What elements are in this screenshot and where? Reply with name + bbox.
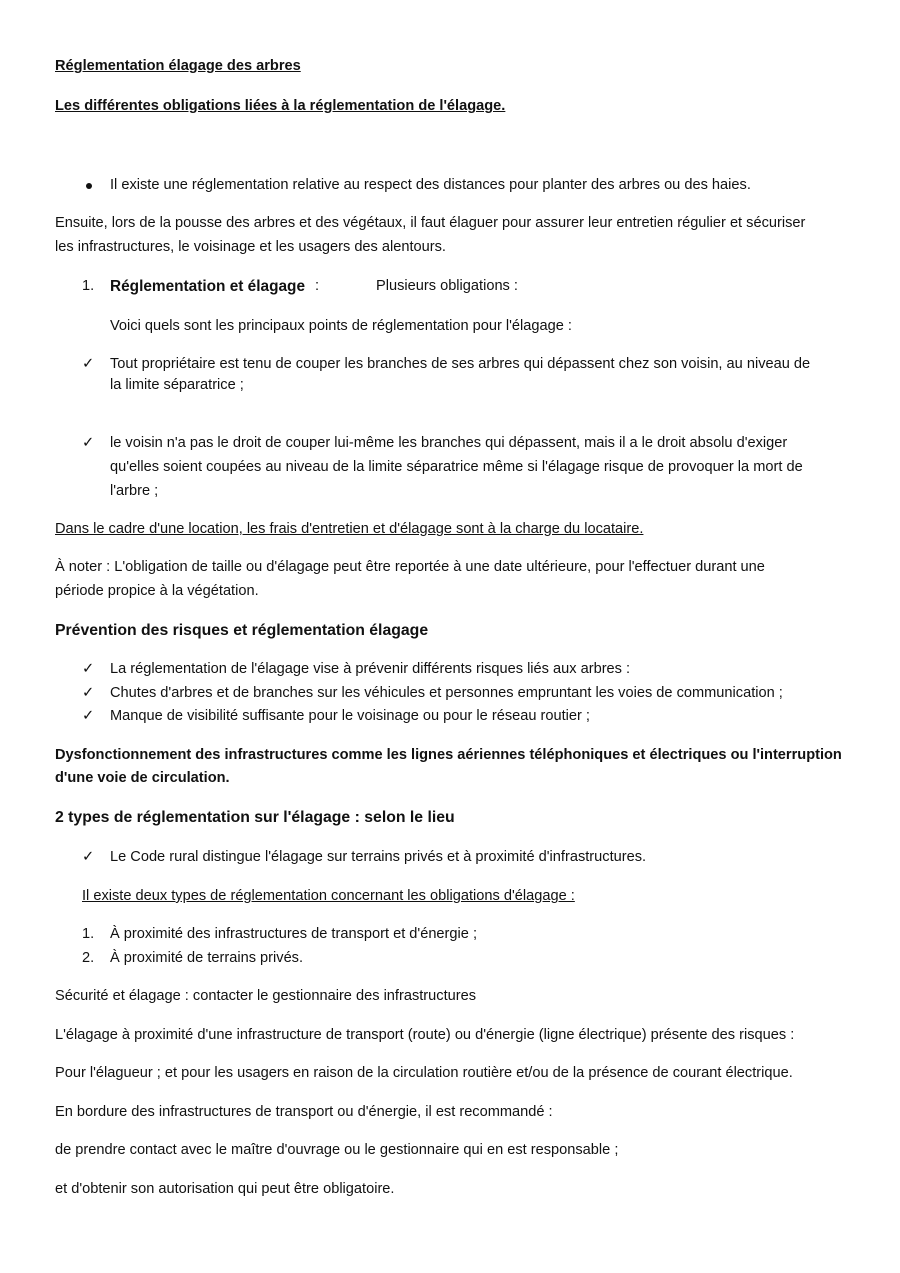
closing-paragraph: L'élagage à proximité d'une infrastructure de transport (route) ou d'énergie (ligne électrique) présente des risques :: [55, 1027, 795, 1043]
prevention-item: Chutes d'arbres et de branches sur les véhicules et personnes empruntant les voies de communication ;: [110, 685, 783, 701]
section1-lead: Voici quels sont les principaux points de réglementation pour l'élagage :: [110, 318, 572, 334]
types-list-number: 1.: [82, 926, 95, 942]
intro-bullet-text: Il existe une réglementation relative au respect des distances pour planter des arbres ou des haies.: [110, 177, 751, 193]
dysfunction-line1: Dysfonctionnement des infrastructures comme les lignes aériennes téléphoniques et électriques ou l'interruption: [55, 747, 842, 763]
location-note: Dans le cadre d'une location, les frais d'entretien et d'élagage sont à la charge du locataire.: [55, 521, 644, 537]
section1-aside: Plusieurs obligations :: [376, 278, 518, 294]
checkmark-icon: ✓: [82, 356, 95, 372]
document-title: Réglementation élagage des arbres: [55, 58, 301, 74]
closing-paragraph: et d'obtenir son autorisation qui peut être obligatoire.: [55, 1181, 395, 1197]
checkmark-icon: ✓: [82, 685, 95, 701]
dysfunction-line2: d'une voie de circulation.: [55, 770, 230, 786]
section1-item1-line2: la limite séparatrice ;: [110, 377, 244, 393]
checkmark-icon: ✓: [82, 708, 95, 724]
prevention-item: La réglementation de l'élagage vise à prévenir différents risques liés aux arbres :: [110, 661, 631, 677]
types-check-item: Le Code rural distingue l'élagage sur terrains privés et à proximité d'infrastructures.: [110, 849, 647, 865]
intro-paragraph-line2: les infrastructures, le voisinage et les usagers des alentours.: [55, 239, 446, 255]
section1-number: 1.: [82, 278, 95, 294]
closing-paragraph: Pour l'élagueur ; et pour les usagers en raison de la circulation routière et/ou de la présence de courant électrique.: [55, 1065, 793, 1081]
types-list-item: À proximité des infrastructures de transport et d'énergie ;: [110, 926, 477, 942]
closing-paragraph: En bordure des infrastructures de transport ou d'énergie, il est recommandé :: [55, 1104, 553, 1120]
section1-heading: Réglementation et élagage: [110, 278, 305, 295]
section1-item1-line1: Tout propriétaire est tenu de couper les branches de ses arbres qui dépassent chez son voisin, au niveau de: [110, 356, 811, 372]
section1-item2-line3: l'arbre ;: [110, 483, 159, 499]
closing-paragraph: Sécurité et élagage : contacter le gestionnaire des infrastructures: [55, 988, 477, 1004]
prevention-heading: Prévention des risques et réglementation élagage: [55, 622, 429, 639]
note-line1: À noter : L'obligation de taille ou d'élagage peut être reportée à une date ultérieure, pour l'effectuer durant une: [55, 559, 765, 575]
bullet-icon: [86, 174, 96, 198]
types-list-item: À proximité de terrains privés.: [110, 950, 304, 966]
section1-item2-line2: qu'elles soient coupées au niveau de la limite séparatrice même si l'élagage risque de provoquer la mort de: [110, 459, 803, 475]
section1-colon: :: [315, 278, 320, 294]
document-subtitle: Les différentes obligations liées à la réglementation de l'élagage.: [55, 98, 506, 114]
types-underlined-intro: Il existe deux types de réglementation concernant les obligations d'élagage :: [82, 888, 575, 904]
types-list-number: 2.: [82, 950, 95, 966]
checkmark-icon: ✓: [82, 849, 95, 865]
intro-paragraph-line1: Ensuite, lors de la pousse des arbres et des végétaux, il faut élaguer pour assurer leur entretien régulier et sécuriser: [55, 215, 806, 231]
checkmark-icon: ✓: [82, 661, 95, 677]
checkmark-icon: ✓: [82, 435, 95, 451]
prevention-item: Manque de visibilité suffisante pour le voisinage ou pour le réseau routier ;: [110, 708, 590, 724]
note-line2: période propice à la végétation.: [55, 583, 259, 599]
section1-item2-line1: le voisin n'a pas le droit de couper lui-même les branches qui dépassent, mais il a le droit absolu d'exiger: [110, 435, 788, 451]
types-heading: 2 types de réglementation sur l'élagage : selon le lieu: [55, 809, 455, 826]
closing-paragraph: de prendre contact avec le maître d'ouvrage ou le gestionnaire qui en est responsable ;: [55, 1142, 619, 1158]
